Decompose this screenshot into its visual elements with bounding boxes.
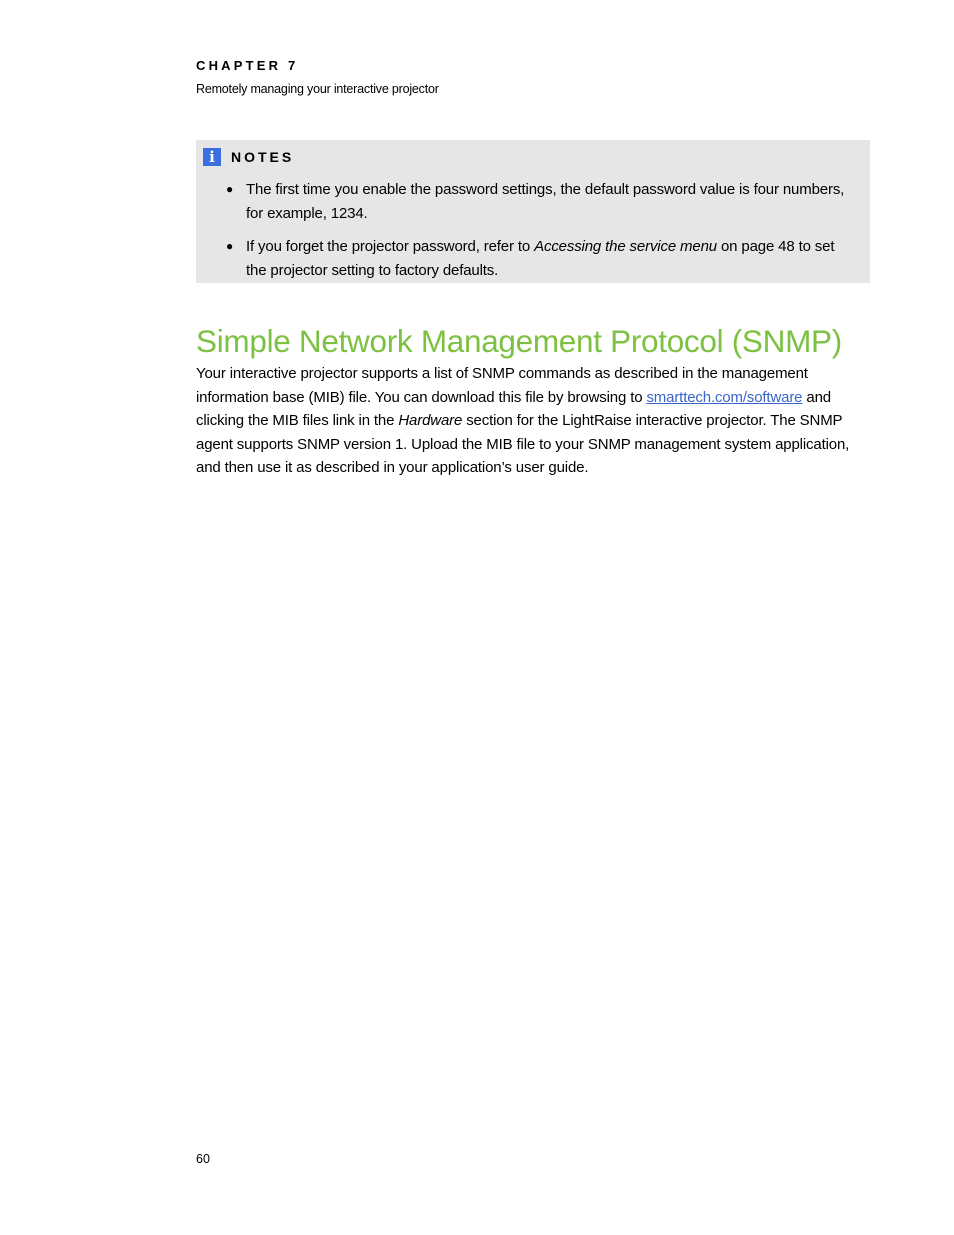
note-text-before: If you forget the projector password, refer to: [246, 238, 535, 255]
note-emphasis: Accessing the service menu: [534, 238, 717, 255]
chapter-subtitle: Remotely managing your interactive projector: [196, 82, 439, 96]
paragraph-part-1: Your interactive projector supports a list of SNMP commands as described in the management information base (MIB) file. You can download this file by browsing to: [196, 365, 808, 406]
section-heading: Simple Network Management Protocol (SNMP): [196, 323, 842, 359]
smarttech-link[interactable]: smarttech.com/software: [646, 388, 803, 406]
note-text: The first time you enable the password settings, the default password value is four numbers, for example, 1234.: [246, 181, 845, 222]
bullet-icon: ●: [226, 239, 234, 253]
list-item: [226, 178, 856, 225]
notes-header: [203, 147, 294, 167]
paragraph-emphasis: Hardware: [398, 412, 463, 429]
note-text-after: on page 48 to set the projector setting to factory defaults.: [246, 238, 835, 279]
info-icon: i: [203, 148, 221, 166]
body-paragraph: [196, 362, 876, 480]
paragraph-part-2: and clicking the MIB files link in the: [196, 388, 831, 429]
list-item: [226, 235, 856, 282]
notes-box: [196, 140, 870, 283]
bullet-icon: ●: [226, 182, 234, 196]
notes-title: NOTES: [231, 149, 295, 165]
page-number: 60: [196, 1152, 210, 1166]
notes-list: [226, 178, 856, 292]
chapter-label: CHAPTER 7: [196, 58, 299, 73]
paragraph-part-3: section for the LightRaise interactive projector. The SNMP agent supports SNMP version 1. Upload the MIB file to your SNMP management system application, and then use it as described in your application’s user guide.: [196, 412, 850, 476]
